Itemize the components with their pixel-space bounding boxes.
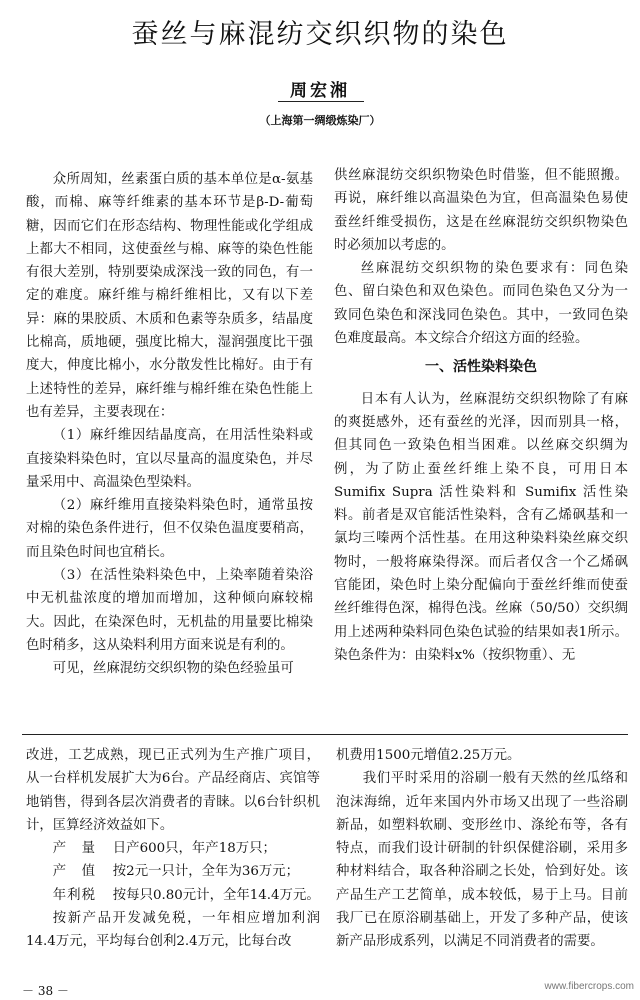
paragraph: 改进，工艺成熟，现已正式列为生产推广项目，从一台样机发展扩大为6台。产品经商店、宾馆等地销售，得到各层次消费者的青睐。以6台针织机计，匡算经济效益如下。 (26, 748, 320, 833)
benefit-row (26, 837, 320, 860)
paragraph: 丝麻混纺交织织物的染色要求有：同色染色、留白染色和双色染色。而同色染色又分为一致同色染色和深浅同色染色。其中，一致同色染色难度最高。本文综合介绍这方面的经验。 (334, 261, 628, 347)
paragraph: 我们平时采用的浴刷一般有天然的丝瓜络和泡沫海绵，近年来国内外市场又出现了一些浴刷新品，如塑料软刷、变形丝巾、涤纶布等，各有特点，而我们设计研制的针织保健浴刷，采用多种材料结合，取各种浴刷之长处，恰到好处。该产品生产工艺简单，成本较低，易于上马。目前我厂已在原浴刷基础上，开发了多种产品，使该新产品形成系列，以满足不同消费者的需要。 (336, 771, 628, 950)
lower-left-column (26, 744, 320, 954)
paragraph: 众所周知，丝素蛋白质的基本单位是α-氨基酸，而棉、麻等纤维素的基本环节是β-D-葡萄糖，因而它们在形态结构、物理性能或化学组成上都大不相同，这使蚕丝与棉、麻等的染色性能有很大差别，特别要染成深浅一致的同色，有一定的难度。麻纤维与棉纤维相比，又有以下差异：麻的果胶质、木质和色素等杂质多，结晶度比棉高，质地硬，强度比棉大，湿润强度比干强度大，伸度比棉小，水分散发性比棉好。由于有上述特性的差异，麻纤维与棉纤维在染色性能上也有差异，主要表现在： (26, 172, 313, 420)
author-underline (278, 101, 364, 102)
paragraph: （3）在活性染料染色中，上染率随着染浴中无机盐浓度的增加而增加，这种倾向麻较棉大。因此，在染深色时，无机盐的用量要比棉染色时稍多，这从染料利用方面来说是有利的。 (26, 568, 313, 653)
paragraph: （1）麻纤维因结晶度高，在用活性染料或直接染料染色时，宜以尽量高的温度染色，并尽量采用中、高温染色型染料。 (26, 428, 313, 490)
benefit-value: 按2元一只计，全年为36万元； (112, 864, 300, 880)
benefit-value: 按每只0.80元计，全年14.4万元。 (112, 887, 320, 903)
paragraph: 可见，丝麻混纺交织织物的染色经验虽可 (52, 661, 294, 677)
author-affiliation: （上海第一绸缎炼染厂） (259, 114, 381, 127)
paragraph: 机费用1500元增值2.25万元。 (336, 748, 521, 763)
section-divider (22, 734, 628, 735)
paragraph: 供丝麻混纺交织织物染色时借鉴，但不能照搬。再说，麻纤维以高温染色为宜，但高温染色易使蚕丝纤维受损伤，这是在丝麻混纺交织织物染色时必须加以考虑的。 (334, 168, 628, 253)
article-left-column (26, 168, 313, 681)
benefit-label: 年利税 (52, 887, 96, 903)
lower-right-column (336, 744, 628, 954)
benefit-value: 日产600只，年产18万只； (112, 841, 276, 857)
benefit-row (26, 860, 320, 883)
article-right-column (334, 164, 628, 667)
section-heading: 一、活性染料染色 (425, 359, 537, 376)
article-title: 蚕丝与麻混纺交织织物的染色 (131, 19, 509, 50)
paragraph: 日本有人认为，丝麻混纺交织织物除了有麻的爽挺感外，还有蚕丝的光泽，因而别具一格，但其同色一致染色相当困难。以丝麻交织绸为例，为了防止蚕丝纤维上染不良，可用日本Sumifix Supra 活性染料和 Sumifix 活性染料。前者是双官能活性染料，含有乙烯砜基和一氯均三嗪两个活性基。在用这种染料染丝麻交织物时，一般将麻染得深。而后者仅含一个乙烯砜官能团，染色时上染分配偏向于蚕丝纤维而使蚕丝纤维得色深，棉得色浅。丝麻（50/50）交织绸用上述两种染料同色染色试验的结果如表1所示。染色条件为：由染料x%（按织物重）、无 (334, 391, 628, 663)
watermark: www.fibercrops.com (544, 981, 634, 992)
page-number: － 38 － (22, 984, 69, 998)
author-name: 周宏湘 (290, 81, 350, 101)
benefit-label: 产 量 (52, 841, 96, 857)
benefit-row (26, 884, 320, 907)
paragraph: （2）麻纤维用直接染料染色时，通常虽按对棉的染色条件进行，但不仅染色温度要稍高，而且染色时间也宜稍长。 (26, 498, 313, 560)
paragraph: 按新产品开发减免税，一年相应增加利润14.4万元，平均每台创利2.4万元，比每台改 (26, 911, 320, 950)
benefit-label: 产 值 (52, 864, 96, 880)
